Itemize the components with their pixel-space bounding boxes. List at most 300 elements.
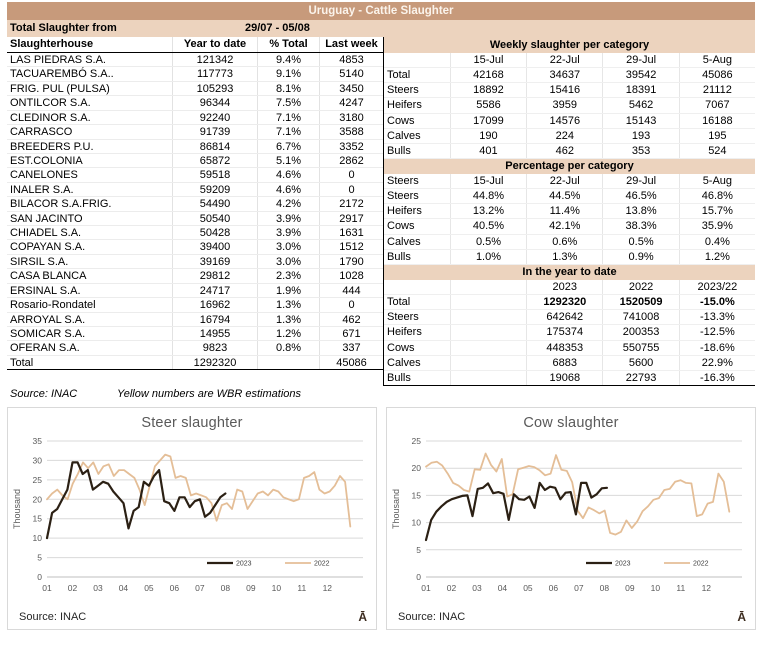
cell-value: 2.3% <box>257 269 319 282</box>
cell-value: -12.5% <box>679 325 755 339</box>
table-row <box>384 98 755 113</box>
cell-name: SAN JACINTO <box>10 212 83 225</box>
cell-value: 1292320 <box>526 295 602 309</box>
cell-value: 7.1% <box>257 125 319 138</box>
cell-value: 17099 <box>450 114 526 128</box>
category-panel <box>383 37 755 386</box>
cell-value: 44.5% <box>526 189 602 203</box>
cell-value: 5.1% <box>257 154 319 167</box>
cell-name: Bulls <box>387 250 411 263</box>
cell-value: 13.8% <box>602 204 678 218</box>
column-header-cell: 5-Aug <box>679 53 755 67</box>
cell-value: 2917 <box>319 212 383 225</box>
cell-value: 45086 <box>679 68 755 82</box>
cell-value: 1.9% <box>257 284 319 297</box>
cell-value: 9.4% <box>257 53 319 66</box>
svg-text:02: 02 <box>446 582 457 593</box>
cell-value: 7.1% <box>257 111 319 124</box>
cell-value: 24717 <box>172 284 257 297</box>
table-row <box>7 197 383 211</box>
cell-value <box>450 341 526 355</box>
cell-value: 16794 <box>172 313 257 326</box>
svg-text:25: 25 <box>411 435 421 446</box>
period-row <box>7 20 755 37</box>
cell-value: 46.5% <box>602 189 678 203</box>
cell-name: LAS PIEDRAS S.A. <box>10 54 106 66</box>
table-row <box>7 125 383 139</box>
cell-value: 0 <box>319 168 383 181</box>
cell-value: 448353 <box>526 341 602 355</box>
cell-value: 0.4% <box>679 235 755 249</box>
legend-label: 2022 <box>314 560 330 568</box>
cell-value: 0.8% <box>257 341 319 354</box>
series-2023 <box>47 462 225 538</box>
cell-value: 15.7% <box>679 204 755 218</box>
cell-value: 21112 <box>679 83 755 97</box>
cell-name: Steers <box>387 84 419 97</box>
cell-value: 1.2% <box>679 250 755 264</box>
cell-value: 1790 <box>319 255 383 268</box>
steer-slaughter-panel <box>7 407 377 630</box>
svg-text:05: 05 <box>144 582 154 593</box>
cell-value: 5600 <box>602 356 678 370</box>
cell-value: 18892 <box>450 83 526 97</box>
cell-value: 0 <box>319 183 383 196</box>
column-header-cell: 29-Jul <box>602 53 678 67</box>
cell-name: COPAYAN S.A. <box>10 241 86 254</box>
legend-label: 2022 <box>693 560 709 568</box>
column-header-cell: 22-Jul <box>526 174 602 188</box>
svg-text:01: 01 <box>42 582 52 593</box>
svg-text:01: 01 <box>421 582 431 593</box>
cell-name: EST.COLONIA <box>10 154 83 167</box>
table-row <box>7 298 383 312</box>
legend-label: 2023 <box>615 560 631 568</box>
cell-value: 4853 <box>319 53 383 66</box>
cow-slaughter-panel <box>386 407 756 630</box>
cell-value: 35.9% <box>679 219 755 233</box>
cell-value: 3352 <box>319 140 383 153</box>
cell-value: 337 <box>319 341 383 354</box>
cell-value: 50540 <box>172 212 257 225</box>
cell-value: 59209 <box>172 183 257 196</box>
cell-value: 38.3% <box>602 219 678 233</box>
cell-value: 3.0% <box>257 240 319 253</box>
slaughterhouse-table-body <box>7 53 383 370</box>
table-row <box>7 154 383 168</box>
cell-value: 45086 <box>319 356 383 369</box>
cell-value: 22793 <box>602 371 678 385</box>
footnote <box>7 386 755 402</box>
column-header-cell: 15-Jul <box>450 53 526 67</box>
svg-text:5: 5 <box>416 544 421 555</box>
column-header-cell: 22-Jul <box>526 53 602 67</box>
cell-name: Total <box>10 356 34 369</box>
total-row <box>7 356 383 370</box>
table-row <box>384 325 755 340</box>
table-row <box>7 67 383 81</box>
table-row <box>384 235 755 250</box>
charts-area <box>7 407 755 630</box>
period-label: Total Slaughter from <box>10 22 117 34</box>
cell-name: INALER S.A. <box>10 183 74 196</box>
cell-value: 1028 <box>319 269 383 282</box>
table-row <box>7 341 383 355</box>
section-header: Weekly slaughter per category <box>384 37 755 53</box>
cell-value <box>257 356 319 369</box>
cell-value: 1.3% <box>257 313 319 326</box>
cell-value: 224 <box>526 129 602 143</box>
table-row <box>7 284 383 298</box>
table-row <box>7 269 383 283</box>
svg-text:15: 15 <box>411 490 421 501</box>
table-row <box>7 255 383 269</box>
cell-value: 14576 <box>526 114 602 128</box>
svg-text:11: 11 <box>676 582 686 593</box>
cell-value: 65872 <box>172 154 257 167</box>
cell-value: 1520509 <box>602 295 678 309</box>
cell-value: 7.5% <box>257 96 319 109</box>
column-header-cell <box>384 280 450 294</box>
cell-value: 1292320 <box>172 356 257 369</box>
chart-title: Cow slaughter <box>523 414 619 431</box>
svg-text:12: 12 <box>322 582 333 593</box>
y-axis-label: Thousand <box>391 488 401 529</box>
cell-value: 39400 <box>172 240 257 253</box>
svg-text:08: 08 <box>599 582 610 593</box>
table-row <box>384 114 755 129</box>
column-header-cell: 2023 <box>526 280 602 294</box>
table-row <box>7 111 383 125</box>
column-header-cell: 5-Aug <box>679 174 755 188</box>
svg-text:35: 35 <box>32 435 42 446</box>
cell-name: BREEDERS P.U. <box>10 140 94 153</box>
table-row <box>7 96 383 110</box>
cell-value: 175374 <box>526 325 602 339</box>
tables-area <box>7 37 755 386</box>
table-row <box>384 341 755 356</box>
cell-value: 117773 <box>172 67 257 80</box>
cell-name: Calves <box>387 356 421 369</box>
cell-value: 1.2% <box>257 327 319 340</box>
cell-value: 1.3% <box>526 250 602 264</box>
cell-value: 44.8% <box>450 189 526 203</box>
column-header-cell <box>450 280 526 294</box>
cell-value: 6883 <box>526 356 602 370</box>
cell-name: Calves <box>387 235 421 248</box>
svg-text:10: 10 <box>271 582 282 593</box>
svg-text:07: 07 <box>574 582 584 593</box>
svg-text:03: 03 <box>472 582 482 593</box>
table-row <box>384 250 755 265</box>
column-header-cell <box>384 53 450 67</box>
cell-value: 671 <box>319 327 383 340</box>
table-row <box>384 204 755 219</box>
section-header: Percentage per category <box>384 159 755 174</box>
cell-name: Cows <box>387 220 415 233</box>
cell-value: 22.9% <box>679 356 755 370</box>
cell-value: 16188 <box>679 114 755 128</box>
table-row <box>7 183 383 197</box>
cell-value: 39169 <box>172 255 257 268</box>
table-row <box>7 82 383 96</box>
cell-name: Rosario-Rondatel <box>10 299 96 312</box>
cell-value: 190 <box>450 129 526 143</box>
cell-value: 105293 <box>172 82 257 95</box>
column-header-cell: 2022 <box>602 280 678 294</box>
svg-text:5: 5 <box>37 552 42 563</box>
table-row <box>384 129 755 144</box>
cell-value: 401 <box>450 144 526 158</box>
table-row <box>7 240 383 254</box>
cell-value: 3450 <box>319 82 383 95</box>
cell-value: -16.3% <box>679 371 755 385</box>
cell-value: 15143 <box>602 114 678 128</box>
svg-text:06: 06 <box>548 582 559 593</box>
footnote-note: Yellow numbers are WBR estimations <box>117 387 302 400</box>
chart-plot <box>11 433 373 609</box>
cell-value: 524 <box>679 144 755 158</box>
svg-text:10: 10 <box>650 582 661 593</box>
cell-value: 3588 <box>319 125 383 138</box>
cell-value: 9823 <box>172 341 257 354</box>
cell-value: 193 <box>602 129 678 143</box>
cell-name: OFERAN S.A. <box>10 342 80 355</box>
table-row <box>384 295 755 310</box>
page-title: Uruguay - Cattle Slaughter <box>7 2 755 20</box>
cell-value: 3.0% <box>257 255 319 268</box>
cell-name: Cows <box>387 114 415 127</box>
cell-name: SIRSIL S.A. <box>10 255 69 268</box>
cell-name: Bulls <box>387 371 411 384</box>
cell-name: FRIG. PUL (PULSA) <box>10 82 110 95</box>
column-header-cell: 2023/22 <box>679 280 755 294</box>
cell-value: 34637 <box>526 68 602 82</box>
y-axis-label: Thousand <box>12 488 22 529</box>
cell-value: 1.0% <box>450 250 526 264</box>
cell-value: 462 <box>319 313 383 326</box>
cell-name: Cows <box>387 341 415 354</box>
cell-value: 5140 <box>319 67 383 80</box>
cell-value: 19068 <box>526 371 602 385</box>
column-header-last-week: Last week <box>319 37 383 52</box>
cell-value: 9.1% <box>257 67 319 80</box>
section-column-header-row <box>384 53 755 68</box>
chart-footer <box>390 609 752 628</box>
footnote-source: Source: INAC <box>10 387 78 400</box>
cell-value: 4.6% <box>257 183 319 196</box>
cell-value: 0.9% <box>602 250 678 264</box>
chart-source: Source: INAC <box>398 611 466 624</box>
cell-value: -18.6% <box>679 341 755 355</box>
cell-value: 4247 <box>319 96 383 109</box>
cell-name: Total <box>387 296 411 309</box>
cell-name: BILACOR S.A.FRIG. <box>10 198 112 211</box>
series-2023 <box>426 483 607 540</box>
svg-text:15: 15 <box>32 513 42 524</box>
chart-footer <box>11 609 373 628</box>
cell-name: Heifers <box>387 205 422 218</box>
cell-value: 7067 <box>679 98 755 112</box>
chart-plot <box>390 433 752 609</box>
cell-value: 40.5% <box>450 219 526 233</box>
cell-value: 1512 <box>319 240 383 253</box>
svg-text:10: 10 <box>411 517 421 528</box>
table-row <box>7 212 383 226</box>
cell-name: CLEDINOR S.A. <box>10 111 91 124</box>
table-row <box>7 168 383 182</box>
chart-title: Steer slaughter <box>141 414 243 431</box>
cell-name: SOMICAR S.A. <box>10 328 86 341</box>
cell-value: 8.1% <box>257 82 319 95</box>
column-header-cell: Steers <box>387 175 419 188</box>
table-row <box>384 310 755 325</box>
cell-value: 54490 <box>172 197 257 210</box>
cell-value: 13.2% <box>450 204 526 218</box>
cell-value: 1631 <box>319 226 383 239</box>
table-row <box>384 83 755 98</box>
cell-value: 195 <box>679 129 755 143</box>
svg-text:09: 09 <box>246 582 256 593</box>
svg-text:08: 08 <box>220 582 231 593</box>
cell-value: 14955 <box>172 327 257 340</box>
svg-text:0: 0 <box>37 571 42 582</box>
cell-value: 3.9% <box>257 212 319 225</box>
cell-name: CARRASCO <box>10 126 73 139</box>
table-row <box>7 53 383 67</box>
column-header-slaughterhouse: Slaughterhouse <box>10 38 94 50</box>
cell-name: CASA BLANCA <box>10 270 87 283</box>
report-sheet <box>7 2 755 630</box>
chart-source: Source: INAC <box>19 611 87 624</box>
cell-value: 6.7% <box>257 140 319 153</box>
cell-value: 86814 <box>172 140 257 153</box>
cell-name: Calves <box>387 129 421 142</box>
cell-value: 15416 <box>526 83 602 97</box>
svg-text:30: 30 <box>32 455 42 466</box>
cell-name: Heifers <box>387 99 422 112</box>
cell-value: 121342 <box>172 53 257 66</box>
watermark-logo: Ā <box>358 610 367 625</box>
cell-value <box>450 356 526 370</box>
cell-value: 550755 <box>602 341 678 355</box>
section-column-header-row <box>384 280 755 295</box>
svg-text:20: 20 <box>32 494 42 505</box>
cell-name: CHIADEL S.A. <box>10 227 82 240</box>
svg-text:04: 04 <box>497 582 508 593</box>
cell-value: 5586 <box>450 98 526 112</box>
section-header: In the year to date <box>384 265 755 280</box>
cell-value: 2862 <box>319 154 383 167</box>
cell-value: 3180 <box>319 111 383 124</box>
cell-value: 2172 <box>319 197 383 210</box>
svg-text:03: 03 <box>93 582 103 593</box>
cell-value: 642642 <box>526 310 602 324</box>
cell-value: 46.8% <box>679 189 755 203</box>
cell-value <box>450 325 526 339</box>
cell-name: Heifers <box>387 326 422 339</box>
cell-value: 4.6% <box>257 168 319 181</box>
column-header-cell: 29-Jul <box>602 174 678 188</box>
table-row <box>384 68 755 83</box>
cell-value <box>450 371 526 385</box>
cell-value: 444 <box>319 284 383 297</box>
cell-value <box>450 295 526 309</box>
cell-name: ARROYAL S.A. <box>10 313 86 326</box>
legend-label: 2023 <box>236 560 252 568</box>
cell-value: 3959 <box>526 98 602 112</box>
cell-value: 92240 <box>172 111 257 124</box>
cell-value: 0.6% <box>526 235 602 249</box>
cell-name: Bulls <box>387 144 411 157</box>
cell-value: 462 <box>526 144 602 158</box>
cell-name: ERSINAL S.A. <box>10 284 81 297</box>
svg-text:0: 0 <box>416 571 421 582</box>
cell-value: 29812 <box>172 269 257 282</box>
table-row <box>7 327 383 341</box>
table-row <box>7 140 383 154</box>
cell-value: 4.2% <box>257 197 319 210</box>
period-value: 29/07 - 05/08 <box>245 22 310 34</box>
cell-value: -13.3% <box>679 310 755 324</box>
table-row <box>7 313 383 327</box>
svg-text:12: 12 <box>701 582 712 593</box>
cell-value <box>450 310 526 324</box>
slaughterhouse-table-header <box>7 37 383 53</box>
cell-name: CANELONES <box>10 169 78 182</box>
table-row <box>384 144 755 159</box>
table-row <box>7 226 383 240</box>
cell-value: 0.5% <box>450 235 526 249</box>
table-row <box>384 219 755 234</box>
cell-value: 18391 <box>602 83 678 97</box>
cell-value: 0.5% <box>602 235 678 249</box>
cell-value: 1.3% <box>257 298 319 311</box>
svg-text:04: 04 <box>118 582 129 593</box>
cell-value: 200353 <box>602 325 678 339</box>
svg-text:07: 07 <box>195 582 205 593</box>
column-header-cell: 15-Jul <box>450 174 526 188</box>
cell-value: 59518 <box>172 168 257 181</box>
cell-value: 353 <box>602 144 678 158</box>
column-header-pct-total: % Total <box>257 37 319 52</box>
cell-value: 11.4% <box>526 204 602 218</box>
cell-value: 42168 <box>450 68 526 82</box>
svg-text:06: 06 <box>169 582 180 593</box>
cell-value: 91739 <box>172 125 257 138</box>
cell-value: 50428 <box>172 226 257 239</box>
svg-text:05: 05 <box>523 582 533 593</box>
cell-name: Total <box>387 69 411 82</box>
cell-value: 39542 <box>602 68 678 82</box>
cell-name: Steers <box>387 311 419 324</box>
svg-text:10: 10 <box>32 533 42 544</box>
cell-name: ONTILCOR S.A. <box>10 97 91 110</box>
svg-text:09: 09 <box>625 582 635 593</box>
cell-value: -15.0% <box>679 295 755 309</box>
svg-text:20: 20 <box>411 463 421 474</box>
cell-value: 96344 <box>172 96 257 109</box>
svg-text:02: 02 <box>67 582 78 593</box>
watermark-logo: Ā <box>737 610 746 625</box>
svg-text:25: 25 <box>32 474 42 485</box>
column-header-year-to-date: Year to date <box>172 37 257 52</box>
slaughterhouse-table <box>7 37 383 386</box>
cell-value: 42.1% <box>526 219 602 233</box>
table-row <box>384 356 755 371</box>
cell-value: 741008 <box>602 310 678 324</box>
table-row <box>384 189 755 204</box>
